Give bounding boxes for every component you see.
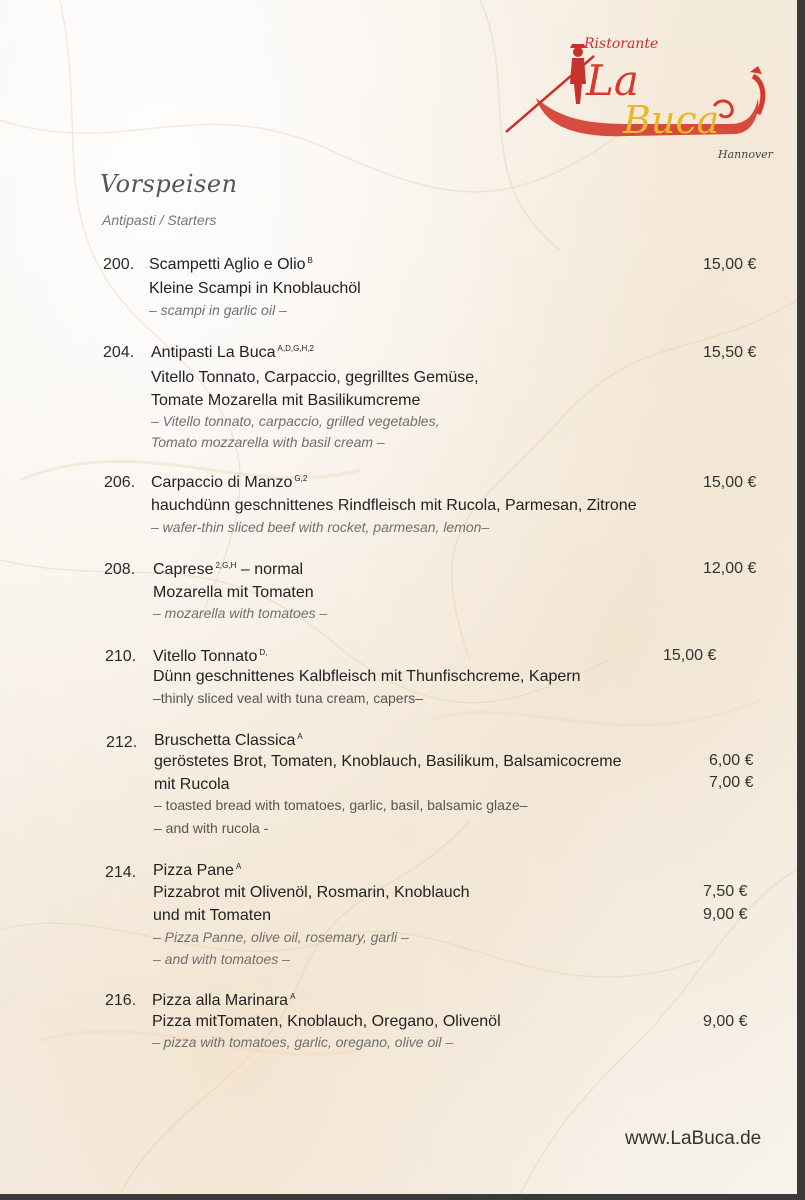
allergen-codes: B bbox=[307, 256, 313, 265]
item-number: 214. bbox=[105, 864, 137, 881]
allergen-codes: 2,G,H bbox=[215, 561, 237, 570]
allergen-codes: A bbox=[297, 732, 303, 741]
item-number: 208. bbox=[104, 561, 136, 578]
item-name: Antipasti La Buca $^{A,D,G,H,2}$ bbox=[151, 344, 314, 361]
item-description-en: – Vitello tonnato, carpaccio, grilled vegetables, bbox=[151, 413, 440, 429]
item-price: 6,00 € bbox=[709, 752, 754, 769]
item-description-en: – Pizza Panne, olive oil, rosemary, garli – bbox=[153, 929, 409, 945]
item-price: 15,00 € bbox=[663, 647, 717, 664]
item-name: Pizza Pane $^A$ bbox=[153, 862, 242, 879]
item-number: 210. bbox=[105, 648, 137, 665]
item-price: 7,00 € bbox=[709, 774, 754, 791]
item-description-de: Tomate Mozarella mit Basilikumcreme bbox=[151, 392, 421, 409]
allergen-codes: G,2 bbox=[294, 474, 308, 483]
item-description-en: – wafer-thin sliced beef with rocket, parmesan, lemon– bbox=[151, 519, 490, 535]
item-price: 12,00 € bbox=[703, 560, 757, 577]
item-price: 7,50 € bbox=[703, 883, 748, 900]
item-name: Vitello Tonnato $^{D,}$ bbox=[153, 648, 268, 665]
item-description-de: mit Rucola bbox=[154, 776, 230, 793]
item-description-de: Pizzabrot mit Olivenöl, Rosmarin, Knoblauch bbox=[153, 884, 470, 901]
item-price: 9,00 € bbox=[703, 906, 748, 923]
item-description-en: – mozarella with tomatoes – bbox=[153, 605, 328, 621]
item-description-en: – pizza with tomatoes, garlic, oregano, olive oil – bbox=[152, 1034, 454, 1050]
item-description-en: – scampi in garlic oil – bbox=[149, 302, 287, 318]
item-description-en: –thinly sliced veal with tuna cream, capers– bbox=[153, 690, 424, 706]
item-price: 15,50 € bbox=[703, 344, 757, 361]
item-name: Pizza alla Marinara $^A$ bbox=[152, 992, 296, 1009]
item-description-en: – and with tomatoes – bbox=[153, 951, 290, 967]
logo-la-text: La bbox=[586, 56, 639, 105]
allergen-codes: A bbox=[290, 992, 296, 1001]
item-price: 15,00 € bbox=[703, 474, 757, 491]
allergen-codes: D, bbox=[259, 648, 268, 657]
item-price: 9,00 € bbox=[703, 1013, 748, 1030]
section-title: Vorspeisen bbox=[100, 170, 238, 198]
logo-ristorante-text: Ristorante bbox=[584, 36, 659, 52]
logo-city-text: Hannover bbox=[718, 148, 773, 161]
website-link[interactable]: www.LaBuca.de bbox=[625, 1128, 762, 1149]
section-subtitle: Antipasti / Starters bbox=[102, 212, 217, 228]
item-number: 204. bbox=[103, 344, 135, 361]
item-description-de: hauchdünn geschnittenes Rindfleisch mit Rucola, Parmesan, Zitrone bbox=[151, 497, 637, 514]
item-number: 200. bbox=[103, 256, 135, 273]
item-name: Bruschetta Classica $^A$ bbox=[154, 732, 303, 749]
item-description-de: Vitello Tonnato, Carpaccio, gegrilltes Gemüse, bbox=[151, 369, 479, 386]
allergen-codes: A,D,G,H,2 bbox=[277, 344, 314, 353]
item-description-de: Pizza mitTomaten, Knoblauch, Oregano, Olivenöl bbox=[152, 1013, 501, 1030]
item-description-en: – and with rucola - bbox=[154, 820, 269, 836]
item-description-en: – toasted bread with tomatoes, garlic, basil, balsamic glaze– bbox=[154, 797, 528, 813]
item-description-de: Mozarella mit Tomaten bbox=[153, 584, 314, 601]
item-name-suffix: – normal bbox=[240, 561, 304, 578]
item-description-de: und mit Tomaten bbox=[153, 907, 271, 924]
item-number: 212. bbox=[106, 734, 138, 751]
item-description-de: Dünn geschnittenes Kalbfleisch mit Thunfischcreme, Kapern bbox=[153, 668, 581, 685]
item-name: Scampetti Aglio e Olio $^B$ bbox=[149, 256, 313, 273]
item-number: 206. bbox=[104, 474, 136, 491]
allergen-codes: A bbox=[235, 862, 242, 871]
item-description-de: geröstetes Brot, Tomaten, Knoblauch, Basilikum, Balsamicocreme bbox=[154, 753, 622, 770]
item-name: Caprese $^{2,G,H}$ – normal bbox=[153, 561, 304, 578]
logo-buca-text: Buca bbox=[623, 98, 720, 142]
item-number: 216. bbox=[105, 992, 137, 1009]
item-description-de: Kleine Scampi in Knoblauchöl bbox=[149, 280, 361, 297]
item-price: 15,00 € bbox=[703, 256, 757, 273]
item-description-en: Tomato mozzarella with basil cream – bbox=[151, 434, 385, 450]
restaurant-logo bbox=[498, 36, 783, 166]
item-name: Carpaccio di Manzo $^{G,2}$ bbox=[151, 474, 308, 491]
